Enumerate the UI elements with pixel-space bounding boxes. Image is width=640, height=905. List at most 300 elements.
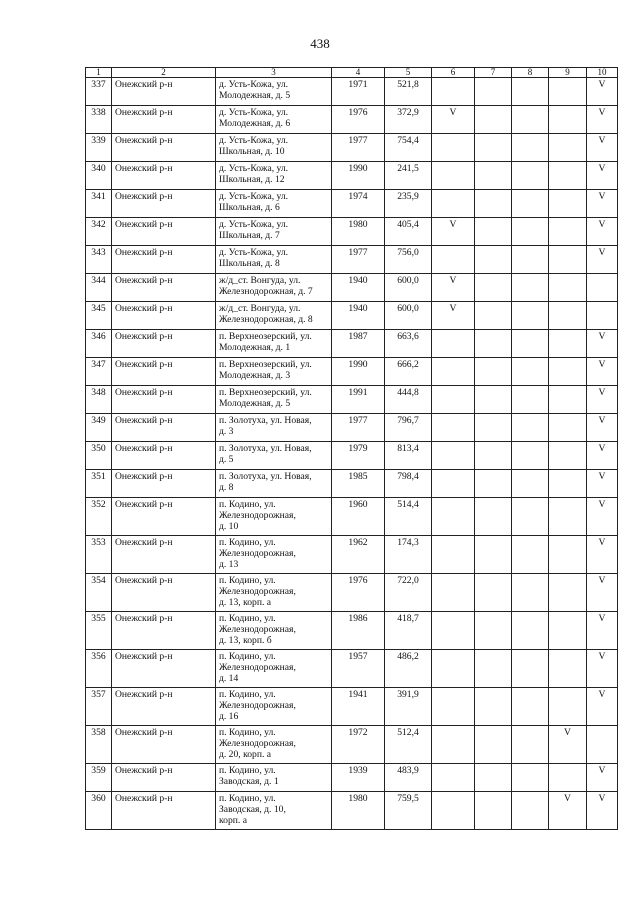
address-cell	[216, 612, 332, 650]
district-cell: Онежский р-н	[112, 470, 216, 498]
address-cell	[216, 470, 332, 498]
address-line: Молодежная, д. 1	[219, 342, 291, 353]
table-row	[86, 792, 618, 830]
mark-cell-c9	[549, 470, 587, 498]
table-row	[86, 688, 618, 726]
address-line: д. 13, корп. б	[219, 635, 272, 646]
row-number-cell: 340	[86, 162, 112, 190]
table-row	[86, 764, 618, 792]
row-number-cell: 342	[86, 218, 112, 246]
mark-cell-c8	[512, 134, 549, 162]
address-cell	[216, 536, 332, 574]
mark-cell-c10: V	[587, 470, 618, 498]
year-cell: 1974	[332, 190, 385, 218]
row-number-cell: 359	[86, 764, 112, 792]
row-number-cell: 356	[86, 650, 112, 688]
mark-cell-c10	[587, 302, 618, 330]
address-line: п. Золотуха, ул. Новая,	[219, 471, 312, 482]
column-header: 10	[587, 68, 618, 78]
address-cell	[216, 358, 332, 386]
year-cell: 1972	[332, 726, 385, 764]
address-cell	[216, 442, 332, 470]
mark-cell-c6	[432, 330, 475, 358]
housing-register-table	[85, 67, 618, 830]
table-row	[86, 612, 618, 650]
mark-cell-c10: V	[587, 162, 618, 190]
mark-cell-c10: V	[587, 442, 618, 470]
mark-cell-c7	[475, 386, 512, 414]
row-number-cell: 344	[86, 274, 112, 302]
mark-cell-c9	[549, 386, 587, 414]
column-header: 8	[512, 68, 549, 78]
address-cell	[216, 106, 332, 134]
mark-cell-c10: V	[587, 612, 618, 650]
mark-cell-c10: V	[587, 386, 618, 414]
mark-cell-c6	[432, 78, 475, 106]
mark-cell-c10: V	[587, 134, 618, 162]
address-cell	[216, 386, 332, 414]
address-line: Школьная, д. 10	[219, 146, 285, 157]
address-line: ж/д_ст. Вонгуда, ул.	[219, 275, 301, 286]
mark-cell-c7	[475, 442, 512, 470]
mark-cell-c9	[549, 106, 587, 134]
mark-cell-c9	[549, 650, 587, 688]
year-cell: 1940	[332, 302, 385, 330]
year-cell: 1971	[332, 78, 385, 106]
column-number-row	[86, 68, 618, 78]
area-cell: 722,0	[385, 574, 432, 612]
mark-cell-c9	[549, 274, 587, 302]
mark-cell-c7	[475, 726, 512, 764]
address-line: п. Верхнеозерский, ул.	[219, 359, 312, 370]
table-row	[86, 302, 618, 330]
district-cell: Онежский р-н	[112, 442, 216, 470]
column-header: 2	[112, 68, 216, 78]
mark-cell-c10	[587, 726, 618, 764]
year-cell: 1977	[332, 246, 385, 274]
address-line: Школьная, д. 8	[219, 258, 280, 269]
mark-cell-c8	[512, 218, 549, 246]
column-header: 6	[432, 68, 475, 78]
district-cell: Онежский р-н	[112, 246, 216, 274]
address-line: д. Усть-Кожа, ул.	[219, 219, 289, 230]
row-number-cell: 350	[86, 442, 112, 470]
address-line: п. Кодино, ул.	[219, 499, 276, 510]
address-line: д. 14	[219, 673, 239, 684]
mark-cell-c7	[475, 574, 512, 612]
district-cell: Онежский р-н	[112, 498, 216, 536]
row-number-cell: 352	[86, 498, 112, 536]
area-cell: 235,9	[385, 190, 432, 218]
address-line: д. Усть-Кожа, ул.	[219, 79, 289, 90]
mark-cell-c7	[475, 330, 512, 358]
district-cell: Онежский р-н	[112, 330, 216, 358]
address-line: п. Кодино, ул.	[219, 689, 276, 700]
address-line: Школьная, д. 7	[219, 230, 280, 241]
address-line: п. Кодино, ул.	[219, 613, 276, 624]
mark-cell-c8	[512, 190, 549, 218]
address-line: Железнодорожная,	[219, 624, 296, 635]
address-cell	[216, 726, 332, 764]
mark-cell-c6	[432, 358, 475, 386]
table-row	[86, 442, 618, 470]
mark-cell-c8	[512, 78, 549, 106]
address-cell	[216, 78, 332, 106]
column-header: 7	[475, 68, 512, 78]
row-number-cell: 338	[86, 106, 112, 134]
area-cell: 754,4	[385, 134, 432, 162]
mark-cell-c7	[475, 414, 512, 442]
address-line: д. 5	[219, 454, 234, 465]
table-row	[86, 414, 618, 442]
mark-cell-c8	[512, 246, 549, 274]
year-cell: 1957	[332, 650, 385, 688]
address-line: д. 13	[219, 559, 239, 570]
mark-cell-c7	[475, 470, 512, 498]
district-cell: Онежский р-н	[112, 190, 216, 218]
year-cell: 1960	[332, 498, 385, 536]
mark-cell-c6: V	[432, 106, 475, 134]
year-cell: 1980	[332, 792, 385, 830]
address-cell	[216, 498, 332, 536]
mark-cell-c6	[432, 536, 475, 574]
area-cell: 759,5	[385, 792, 432, 830]
district-cell: Онежский р-н	[112, 106, 216, 134]
year-cell: 1976	[332, 574, 385, 612]
address-line: Железнодорожная, д. 8	[219, 314, 313, 325]
row-number-cell: 355	[86, 612, 112, 650]
year-cell: 1980	[332, 218, 385, 246]
mark-cell-c9	[549, 764, 587, 792]
year-cell: 1986	[332, 612, 385, 650]
mark-cell-c9	[549, 612, 587, 650]
mark-cell-c6	[432, 726, 475, 764]
area-cell: 174,3	[385, 536, 432, 574]
mark-cell-c9	[549, 414, 587, 442]
mark-cell-c10: V	[587, 650, 618, 688]
mark-cell-c8	[512, 330, 549, 358]
mark-cell-c7	[475, 162, 512, 190]
address-line: Молодежная, д. 5	[219, 90, 291, 101]
mark-cell-c6	[432, 574, 475, 612]
mark-cell-c8	[512, 726, 549, 764]
mark-cell-c6: V	[432, 302, 475, 330]
address-cell	[216, 218, 332, 246]
mark-cell-c7	[475, 274, 512, 302]
mark-cell-c7	[475, 246, 512, 274]
column-header: 3	[216, 68, 332, 78]
address-cell	[216, 162, 332, 190]
mark-cell-c9	[549, 358, 587, 386]
row-number-cell: 341	[86, 190, 112, 218]
address-line: д. Усть-Кожа, ул.	[219, 163, 289, 174]
mark-cell-c8	[512, 274, 549, 302]
address-line: д. Усть-Кожа, ул.	[219, 247, 289, 258]
mark-cell-c9	[549, 78, 587, 106]
address-cell	[216, 302, 332, 330]
district-cell: Онежский р-н	[112, 574, 216, 612]
area-cell: 391,9	[385, 688, 432, 726]
mark-cell-c9	[549, 162, 587, 190]
mark-cell-c6: V	[432, 218, 475, 246]
year-cell: 1990	[332, 162, 385, 190]
mark-cell-c6	[432, 498, 475, 536]
address-line: п. Золотуха, ул. Новая,	[219, 415, 312, 426]
mark-cell-c9	[549, 190, 587, 218]
mark-cell-c6	[432, 764, 475, 792]
area-cell: 796,7	[385, 414, 432, 442]
mark-cell-c6	[432, 792, 475, 830]
address-line: д. 3	[219, 426, 234, 437]
mark-cell-c8	[512, 106, 549, 134]
mark-cell-c9	[549, 498, 587, 536]
mark-cell-c6	[432, 470, 475, 498]
year-cell: 1939	[332, 764, 385, 792]
year-cell: 1987	[332, 330, 385, 358]
address-line: д. Усть-Кожа, ул.	[219, 135, 289, 146]
table-row	[86, 574, 618, 612]
table-row	[86, 134, 618, 162]
mark-cell-c6	[432, 190, 475, 218]
address-cell	[216, 688, 332, 726]
mark-cell-c8	[512, 574, 549, 612]
area-cell: 418,7	[385, 612, 432, 650]
address-cell	[216, 792, 332, 830]
mark-cell-c7	[475, 358, 512, 386]
mark-cell-c10: V	[587, 414, 618, 442]
address-cell	[216, 650, 332, 688]
mark-cell-c6	[432, 134, 475, 162]
address-cell	[216, 574, 332, 612]
address-line: Железнодорожная,	[219, 662, 296, 673]
area-cell: 813,4	[385, 442, 432, 470]
mark-cell-c10: V	[587, 574, 618, 612]
mark-cell-c6	[432, 442, 475, 470]
row-number-cell: 354	[86, 574, 112, 612]
mark-cell-c8	[512, 386, 549, 414]
address-line: Железнодорожная,	[219, 586, 296, 597]
district-cell: Онежский р-н	[112, 688, 216, 726]
mark-cell-c8	[512, 688, 549, 726]
row-number-cell: 345	[86, 302, 112, 330]
mark-cell-c10	[587, 274, 618, 302]
row-number-cell: 349	[86, 414, 112, 442]
address-line: п. Кодино, ул.	[219, 651, 276, 662]
address-line: п. Верхнеозерский, ул.	[219, 387, 312, 398]
table-row	[86, 536, 618, 574]
address-cell	[216, 764, 332, 792]
mark-cell-c10: V	[587, 330, 618, 358]
row-number-cell: 347	[86, 358, 112, 386]
mark-cell-c8	[512, 764, 549, 792]
register-body	[86, 78, 618, 830]
row-number-cell: 339	[86, 134, 112, 162]
area-cell: 483,9	[385, 764, 432, 792]
table-row	[86, 246, 618, 274]
table-row	[86, 470, 618, 498]
mark-cell-c9: V	[549, 792, 587, 830]
address-cell	[216, 134, 332, 162]
table-row	[86, 498, 618, 536]
column-header: 5	[385, 68, 432, 78]
mark-cell-c6	[432, 386, 475, 414]
address-line: п. Кодино, ул.	[219, 575, 276, 586]
mark-cell-c10: V	[587, 246, 618, 274]
table-row	[86, 106, 618, 134]
area-cell: 486,2	[385, 650, 432, 688]
mark-cell-c6	[432, 688, 475, 726]
district-cell: Онежский р-н	[112, 134, 216, 162]
area-cell: 444,8	[385, 386, 432, 414]
address-line: Молодежная, д. 5	[219, 398, 291, 409]
district-cell: Онежский р-н	[112, 386, 216, 414]
district-cell: Онежский р-н	[112, 218, 216, 246]
address-cell	[216, 190, 332, 218]
year-cell: 1977	[332, 134, 385, 162]
address-line: Заводская, д. 10,	[219, 804, 286, 815]
address-line: Молодежная, д. 3	[219, 370, 291, 381]
mark-cell-c7	[475, 78, 512, 106]
district-cell: Онежский р-н	[112, 358, 216, 386]
area-cell: 666,2	[385, 358, 432, 386]
mark-cell-c7	[475, 764, 512, 792]
mark-cell-c7	[475, 106, 512, 134]
district-cell: Онежский р-н	[112, 764, 216, 792]
address-line: д. 8	[219, 482, 234, 493]
mark-cell-c7	[475, 536, 512, 574]
address-line: д. 16	[219, 711, 239, 722]
area-cell: 372,9	[385, 106, 432, 134]
address-line: п. Верхнеозерский, ул.	[219, 331, 312, 342]
mark-cell-c7	[475, 218, 512, 246]
mark-cell-c9: V	[549, 726, 587, 764]
mark-cell-c6	[432, 162, 475, 190]
mark-cell-c9	[549, 302, 587, 330]
year-cell: 1985	[332, 470, 385, 498]
address-line: Школьная, д. 6	[219, 202, 280, 213]
district-cell: Онежский р-н	[112, 650, 216, 688]
mark-cell-c8	[512, 442, 549, 470]
address-line: п. Кодино, ул.	[219, 537, 276, 548]
row-number-cell: 346	[86, 330, 112, 358]
mark-cell-c7	[475, 498, 512, 536]
area-cell: 405,4	[385, 218, 432, 246]
address-cell	[216, 274, 332, 302]
address-line: Молодежная, д. 6	[219, 118, 291, 129]
area-cell: 241,5	[385, 162, 432, 190]
area-cell: 512,4	[385, 726, 432, 764]
table-row	[86, 78, 618, 106]
district-cell: Онежский р-н	[112, 78, 216, 106]
mark-cell-c7	[475, 302, 512, 330]
district-cell: Онежский р-н	[112, 726, 216, 764]
mark-cell-c10: V	[587, 536, 618, 574]
mark-cell-c10: V	[587, 792, 618, 830]
mark-cell-c8	[512, 498, 549, 536]
district-cell: Онежский р-н	[112, 274, 216, 302]
row-number-cell: 353	[86, 536, 112, 574]
address-line: п. Кодино, ул.	[219, 793, 276, 804]
mark-cell-c9	[549, 688, 587, 726]
table-row	[86, 386, 618, 414]
mark-cell-c6	[432, 612, 475, 650]
year-cell: 1991	[332, 386, 385, 414]
row-number-cell: 357	[86, 688, 112, 726]
mark-cell-c7	[475, 650, 512, 688]
area-cell: 798,4	[385, 470, 432, 498]
mark-cell-c10: V	[587, 218, 618, 246]
address-cell	[216, 414, 332, 442]
mark-cell-c10: V	[587, 106, 618, 134]
year-cell: 1979	[332, 442, 385, 470]
mark-cell-c8	[512, 470, 549, 498]
mark-cell-c7	[475, 190, 512, 218]
area-cell: 663,6	[385, 330, 432, 358]
mark-cell-c7	[475, 612, 512, 650]
address-line: корп. а	[219, 815, 247, 826]
year-cell: 1977	[332, 414, 385, 442]
mark-cell-c7	[475, 134, 512, 162]
table-row	[86, 358, 618, 386]
row-number-cell: 358	[86, 726, 112, 764]
row-number-cell: 337	[86, 78, 112, 106]
year-cell: 1941	[332, 688, 385, 726]
table-row	[86, 274, 618, 302]
mark-cell-c8	[512, 650, 549, 688]
mark-cell-c10: V	[587, 190, 618, 218]
mark-cell-c6	[432, 246, 475, 274]
table-row	[86, 650, 618, 688]
district-cell: Онежский р-н	[112, 612, 216, 650]
address-line: Железнодорожная,	[219, 700, 296, 711]
mark-cell-c9	[549, 330, 587, 358]
mark-cell-c7	[475, 792, 512, 830]
mark-cell-c9	[549, 218, 587, 246]
mark-cell-c9	[549, 442, 587, 470]
mark-cell-c10: V	[587, 764, 618, 792]
mark-cell-c10: V	[587, 358, 618, 386]
table-row	[86, 162, 618, 190]
mark-cell-c8	[512, 302, 549, 330]
row-number-cell: 360	[86, 792, 112, 830]
mark-cell-c10: V	[587, 78, 618, 106]
district-cell: Онежский р-н	[112, 162, 216, 190]
address-cell	[216, 330, 332, 358]
mark-cell-c10: V	[587, 688, 618, 726]
address-line: п. Кодино, ул.	[219, 765, 276, 776]
address-line: д. 10	[219, 521, 239, 532]
mark-cell-c9	[549, 134, 587, 162]
address-line: п. Кодино, ул.	[219, 727, 276, 738]
mark-cell-c6	[432, 414, 475, 442]
address-line: ж/д_ст. Вонгуда, ул.	[219, 303, 301, 314]
area-cell: 514,4	[385, 498, 432, 536]
mark-cell-c9	[549, 246, 587, 274]
table-row	[86, 330, 618, 358]
row-number-cell: 348	[86, 386, 112, 414]
table-row	[86, 218, 618, 246]
year-cell: 1990	[332, 358, 385, 386]
district-cell: Онежский р-н	[112, 792, 216, 830]
mark-cell-c6: V	[432, 274, 475, 302]
address-line: д. Усть-Кожа, ул.	[219, 107, 289, 118]
column-header: 9	[549, 68, 587, 78]
district-cell: Онежский р-н	[112, 536, 216, 574]
mark-cell-c8	[512, 536, 549, 574]
area-cell: 756,0	[385, 246, 432, 274]
address-cell	[216, 246, 332, 274]
district-cell: Онежский р-н	[112, 302, 216, 330]
